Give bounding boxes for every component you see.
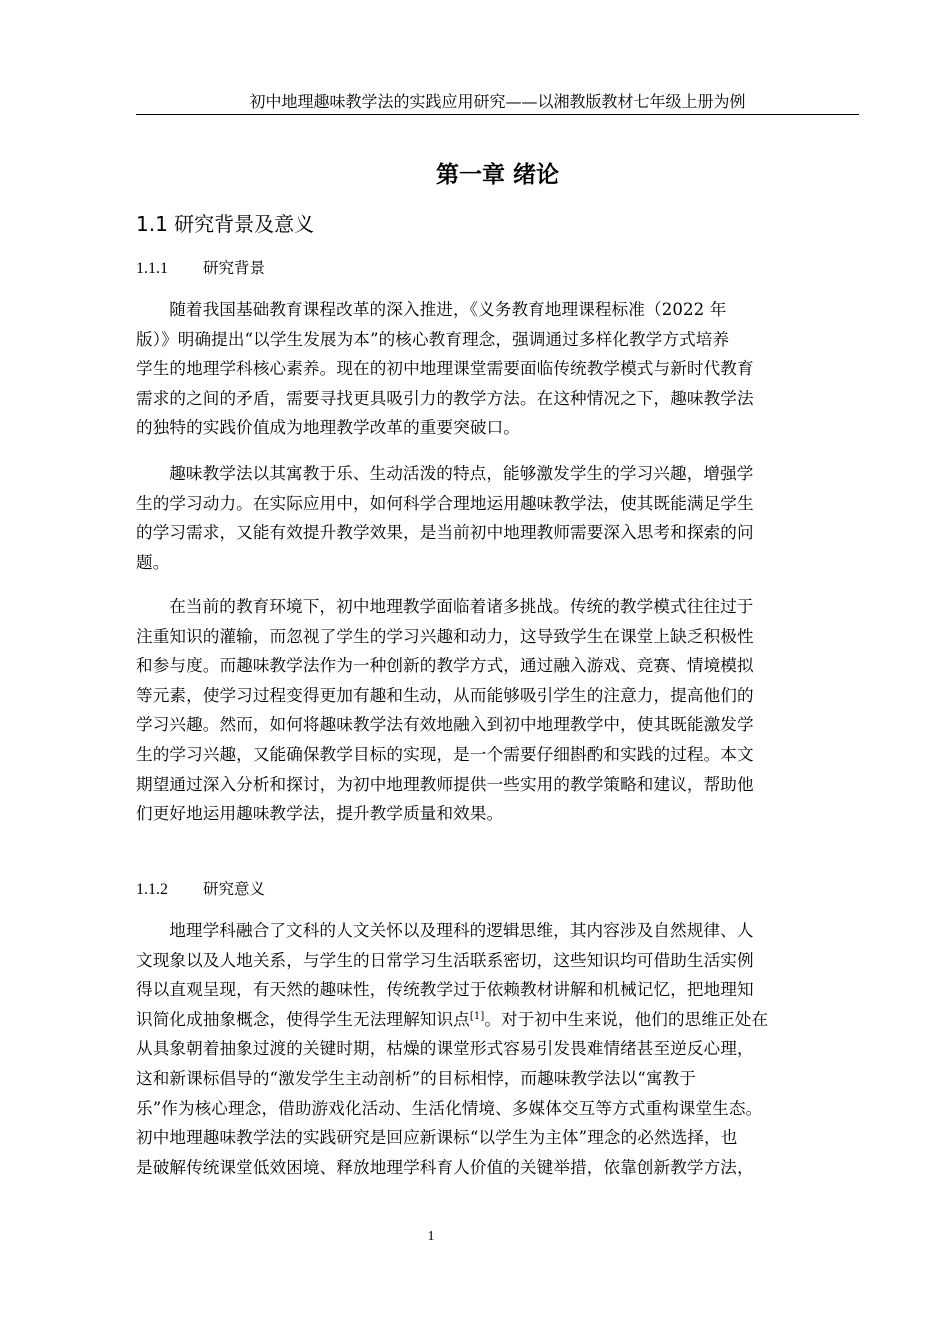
paragraph-line: 期望通过深入分析和探讨，为初中地理教师提供一些实用的教学策略和建议，帮助他 xyxy=(136,774,754,794)
subsection-heading-significance xyxy=(136,877,265,902)
paragraph-line: 学生的地理学科核心素养。现在的初中地理课堂需要面临传统教学模式与新时代教育 xyxy=(136,359,754,379)
paragraph-line: 学习兴趣。然而，如何将趣味教学法有效地融入到初中地理教学中，使其既能激发学 xyxy=(136,715,754,735)
paragraph-line: 是破解传统课堂低效困境、释放地理学科育人价值的关键举措，依靠创新教学方法， xyxy=(136,1157,754,1177)
paragraph-line: 初中地理趣味教学法的实践研究是回应新课标“以学生为主体”理念的必然选择，也 xyxy=(136,1128,738,1148)
paragraph-line: 乐”作为核心理念，借助游戏化活动、生活化情境、多媒体交互等方式重构课堂生态。 xyxy=(136,1098,763,1118)
paragraph-text: 。对于初中生来说，他们的思维正处在 xyxy=(484,1009,769,1029)
paragraph-line: 等元素，使学习过程变得更加有趣和生动，从而能够吸引学生的注意力，提高他们的 xyxy=(136,685,754,705)
paragraph-line: 的学习需求，又能有效提升教学效果，是当前初中地理教师需要深入思考和探索的问 xyxy=(136,523,754,543)
paragraph-line: 从具象朝着抽象过渡的关键时期，枯燥的课堂形式容易引发畏难情绪甚至逆反心理， xyxy=(136,1039,754,1059)
paragraph-line-with-citation xyxy=(136,1005,859,1035)
paragraph-line: 在当前的教育环境下，初中地理教学面临着诸多挑战。传统的教学模式往往过于 xyxy=(169,597,754,616)
paragraph-line: 和参与度。而趣味教学法作为一种创新的教学方式，通过融入游戏、竞赛、情境模拟 xyxy=(136,656,754,676)
paragraph-line: 趣味教学法以其寓教于乐、生动活泼的特点，能够激发学生的学习兴趣，增强学 xyxy=(169,464,754,483)
paragraph-line: 生的学习动力。在实际应用中，如何科学合理地运用趣味教学法，使其既能满足学生 xyxy=(136,493,754,513)
paragraph-line: 需求的之间的矛盾，需要寻找更具吸引力的教学方法。在这种情况之下，趣味教学法 xyxy=(136,388,754,408)
paragraph-line: 的独特的实践价值成为地理教学改革的重要突破口。 xyxy=(136,418,520,438)
subsection-title: 研究背景 xyxy=(203,259,266,277)
paragraph-line: 题。 xyxy=(136,552,170,572)
paragraph-line: 随着我国基础教育课程改革的深入推进，《义务教育地理课程标准（2022 年 xyxy=(169,300,727,319)
subsection-number: 1.1.2 xyxy=(136,881,168,898)
paragraph-line: 版）》明确提出“以学生发展为本”的核心教育理念，强调通过多样化教学方式培养 xyxy=(136,329,730,349)
running-header: 初中地理趣味教学法的实践应用研究——以湘教版教材七年级上册为例 xyxy=(249,92,746,111)
subsection-heading-background xyxy=(136,256,265,281)
paragraph-line: 得以直观呈现，有天然的趣味性，传统教学过于依赖教材讲解和机械记忆，把地理知 xyxy=(136,980,754,1000)
chapter-title: 第一章 绪论 xyxy=(435,162,559,188)
citation-ref[interactable]: [1] xyxy=(469,1010,485,1022)
paragraph-line: 文现象以及人地关系，与学生的日常学习生活联系密切，这些知识均可借助生活实例 xyxy=(136,950,754,970)
paragraph-text: 识简化成抽象概念，使得学生无法理解知识点 xyxy=(136,1009,470,1029)
paragraph-line: 们更好地运用趣味教学法，提升教学质量和效果。 xyxy=(136,804,504,824)
page-number: 1 xyxy=(427,1229,435,1244)
paragraph-3 xyxy=(136,592,859,829)
subsection-number: 1.1.1 xyxy=(136,260,168,277)
paragraph-2 xyxy=(136,459,859,577)
header-rule xyxy=(136,114,859,115)
paragraph-line: 注重知识的灌输，而忽视了学生的学习兴趣和动力，这导致学生在课堂上缺乏积极性 xyxy=(136,626,754,646)
paragraph-line: 这和新课标倡导的“激发学生主动剖析”的目标相悖，而趣味教学法以“寓教于 xyxy=(136,1068,696,1088)
subsection-title: 研究意义 xyxy=(203,880,266,898)
section-heading: 1.1 研究背景及意义 xyxy=(136,212,315,236)
paragraph-4 xyxy=(136,916,859,1182)
paragraph-1 xyxy=(136,295,859,443)
paragraph-line: 地理学科融合了文科的人文关怀以及理科的逻辑思维，其内容涉及自然规律、人 xyxy=(169,921,754,940)
paragraph-line: 生的学习兴趣，又能确保教学目标的实现，是一个需要仔细斟酌和实践的过程。本文 xyxy=(136,744,754,764)
